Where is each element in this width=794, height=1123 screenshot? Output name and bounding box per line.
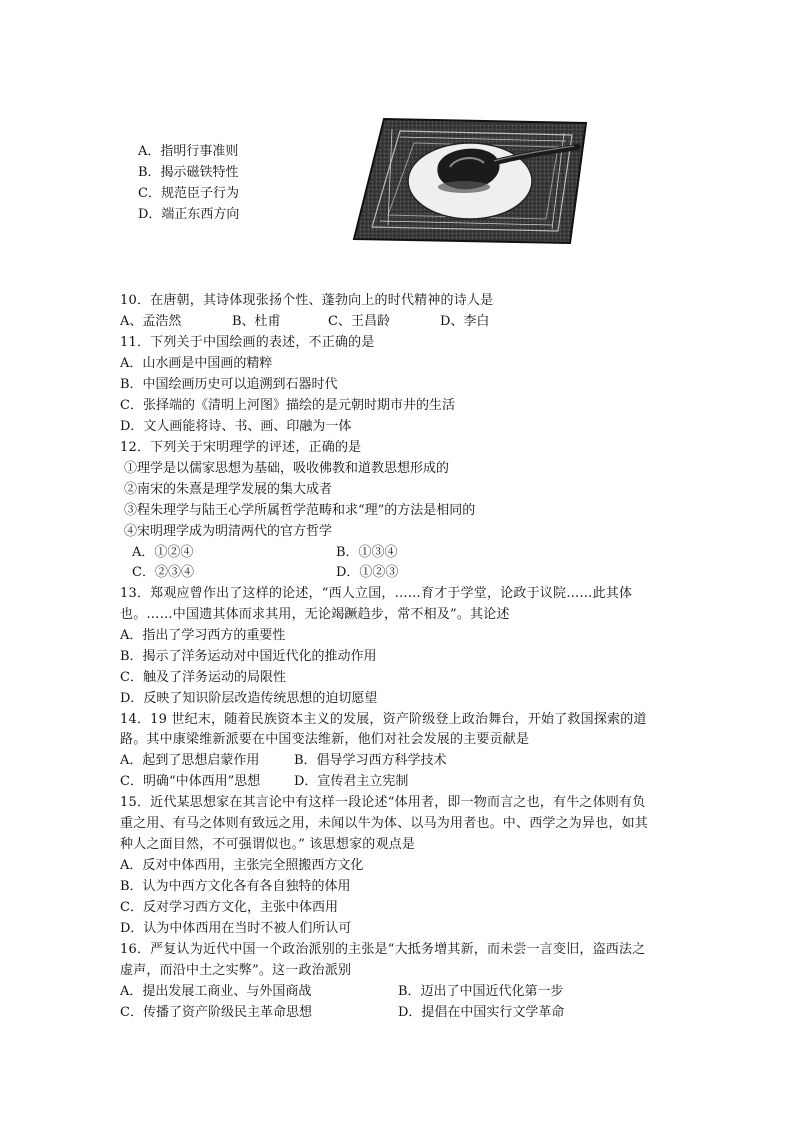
q10-option-c: C、王昌龄 [328, 314, 390, 329]
q12-option-c: C．②③④ [132, 565, 194, 580]
q11-option-c: C．张择端的《清明上河图》描绘的是元朝时期市井的生活 [120, 398, 455, 413]
q12-statement-2: ②南宋的朱熹是理学发展的集大成者 [124, 482, 333, 497]
q16-option-c: C．传播了资产阶级民主革命思想 [120, 1005, 312, 1020]
q13-option-b: B．揭示了洋务运动对中国近代化的推动作用 [120, 649, 377, 664]
q12-statement-3: ③程朱理学与陆王心学所属哲学范畴和求“理”的方法是相同的 [124, 503, 476, 518]
q14-stem-line-1: 14．19 世纪末，随着民族资本主义的发展，资产阶级登上政治舞台，开始了救国探索的道 [120, 712, 647, 727]
q13-stem-line-2: 也。……中国遗其体而求其用，无论竭蹶趋步，常不相及”。其论述 [120, 607, 510, 622]
q15-option-b: B．认为中西方文化各有各自独特的体用 [120, 879, 351, 894]
q16-option-d: D．提倡在中国实行文学革命 [398, 1005, 565, 1020]
q9-option-a: A．指明行事准则 [138, 144, 239, 159]
q15-stem-line-1: 15．近代某思想家在其言论中有这样一段论述“体用者，即一物而言之也，有牛之体则有负 [120, 795, 646, 810]
q16-stem-line-2: 虚声，而沿中土之实弊”。这一政治派别 [120, 963, 352, 978]
q14-option-a: A．起到了思想启蒙作用 [120, 753, 260, 768]
q12-statement-1: ①理学是以儒家思想为基础，吸收佛教和道教思想形成的 [124, 461, 450, 476]
q12-option-d: D．①②③ [336, 565, 399, 580]
q16-stem-line-1: 16．严复认为近代中国一个政治派别的主张是“大抵务增其新，而未尝一言变旧，盗西法之 [120, 942, 646, 957]
q15-option-c: C．反对学习西方文化，主张中体西用 [120, 900, 338, 915]
q13-option-c: C．触及了洋务运动的局限性 [120, 670, 286, 685]
q12-option-b: B．①③④ [336, 545, 398, 560]
q12-stem: 12．下列关于宋明理学的评述，正确的是 [120, 440, 362, 455]
q11-stem: 11．下列关于中国绘画的表述，不正确的是 [120, 335, 375, 350]
q12-option-a: A．①②④ [132, 545, 194, 560]
q14-stem-line-2: 路。其中康梁维新派要在中国变法维新，他们对社会发展的主要贡献是 [120, 732, 530, 747]
q10-stem: 10．在唐朝，其诗体现张扬个性、蓬勃向上的时代精神的诗人是 [120, 293, 494, 308]
q13-option-a: A．指出了学习西方的重要性 [120, 628, 286, 643]
sinan-compass-image [352, 117, 588, 245]
q10-option-a: A、孟浩然 [120, 314, 182, 329]
q11-option-a: A．山水画是中国画的精粹 [120, 356, 273, 371]
q14-option-c: C．明确“中体西用”思想 [120, 774, 261, 789]
q16-option-b: B．迈出了中国近代化第一步 [398, 984, 564, 999]
q9-option-c: C．规范臣子行为 [138, 186, 239, 201]
q15-option-d: D．认为中体西用在当时不被人们所认可 [120, 921, 352, 936]
q11-option-b: B．中国绘画历史可以追溯到石器时代 [120, 377, 338, 392]
q16-option-a: A．提出发展工商业、与外国商战 [120, 984, 312, 999]
q13-stem-line-1: 13．郑观应曾作出了这样的论述，“西人立国，……育才于学堂，论政于议院……此其体 [120, 586, 633, 601]
q15-option-a: A．反对中体西用，主张完全照搬西方文化 [120, 858, 364, 873]
q15-stem-line-2: 重之用、有马之体则有致远之用，未闻以牛为体、以马为用者也。中、西学之为异也，如其 [120, 816, 649, 831]
q10-option-d: D、李白 [440, 314, 490, 329]
q10-option-b: B、杜甫 [232, 314, 281, 329]
q15-stem-line-3: 种人之面目然，不可强谓似也。” 该思想家的观点是 [120, 837, 416, 852]
q9-option-d: D．端正东西方向 [138, 207, 240, 222]
q9-option-b: B．揭示磁铁特性 [138, 165, 239, 180]
q12-statement-4: ④宋明理学成为明清两代的官方哲学 [124, 524, 333, 539]
q13-option-d: D．反映了知识阶层改造传统思想的迫切愿望 [120, 691, 378, 706]
q11-option-d: D．文人画能将诗、书、画、印融为一体 [120, 419, 352, 434]
q14-option-b: B．倡导学习西方科学技术 [294, 753, 447, 768]
q14-option-d: D．宣传君主立宪制 [294, 774, 409, 789]
